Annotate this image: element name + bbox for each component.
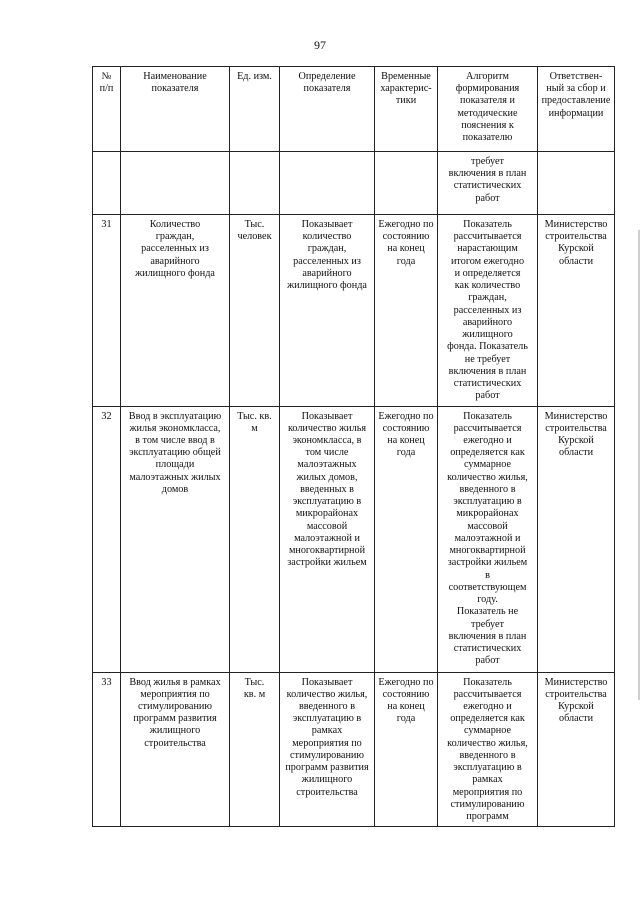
cell-timing	[375, 152, 438, 215]
cell-number: 32	[93, 406, 121, 672]
header-number: № п/п	[93, 67, 121, 152]
table-row	[93, 406, 615, 672]
cell-responsible: Министерство строительства Курской области	[538, 672, 615, 827]
indicators-table	[92, 66, 615, 827]
header-timing: Временные характерис- тики	[375, 67, 438, 152]
cell-responsible: Министерство строительства Курской области	[538, 406, 615, 672]
cell-timing: Ежегодно по состоянию на конец года	[375, 672, 438, 827]
table-header-row	[93, 67, 615, 152]
cell-number: 31	[93, 215, 121, 407]
header-name: Наименование показателя	[121, 67, 230, 152]
cell-responsible	[538, 152, 615, 215]
cell-name	[121, 152, 230, 215]
cell-name: Ввод в эксплуатацию жилья экономкласса, в том числе ввод в эксплуатацию общей площади малоэтажных жилых домов	[121, 406, 230, 672]
cell-responsible: Министерство строительства Курской области	[538, 215, 615, 407]
cell-unit	[230, 152, 280, 215]
header-unit: Ед. изм.	[230, 67, 280, 152]
cell-definition	[280, 152, 375, 215]
cell-name: Количество граждан, расселенных из аварийного жилищного фонда	[121, 215, 230, 407]
cell-algorithm: Показатель рассчитывается ежегодно и определяется как суммарное количество жилья, введенного в эксплуатацию в рамках мероприятия по стимулированию программ	[438, 672, 538, 827]
page-number: 97	[314, 38, 326, 52]
cell-algorithm: Показатель рассчитывается нарастающим итогом ежегодно и определяется как количество граждан, расселенных из аварийного жилищного фонда. Показатель не требует включения в план статистических работ	[438, 215, 538, 407]
header-responsible: Ответствен- ный за сбор и предоставление информации	[538, 67, 615, 152]
cell-number: 33	[93, 672, 121, 827]
header-definition: Определение показателя	[280, 67, 375, 152]
cell-unit: Тыс. человек	[230, 215, 280, 407]
cell-definition: Показывает количество жилья экономкласса, в том числе малоэтажных жилых домов, введенных в эксплуатацию в микрорайонах массовой малоэтажной и многоквартирной застройки жильем	[280, 406, 375, 672]
cell-timing: Ежегодно по состоянию на конец года	[375, 215, 438, 407]
cell-definition: Показывает количество жилья, введенного в эксплуатацию в рамках мероприятия по стимулированию программ развития жилищного строительства	[280, 672, 375, 827]
cell-number	[93, 152, 121, 215]
cell-algorithm: Показатель рассчитывается ежегодно и определяется как суммарное количество жилья, введенного в эксплуатацию в микрорайонах массовой малоэтажной и многоквартирной застройки жильем в соответствующем году. Показатель не требует включения в план статистических работ	[438, 406, 538, 672]
cell-definition: Показывает количество граждан, расселенных из аварийного жилищного фонда	[280, 215, 375, 407]
cell-name: Ввод жилья в рамках мероприятия по стимулированию программ развития жилищного строительства	[121, 672, 230, 827]
cell-timing: Ежегодно по состоянию на конец года	[375, 406, 438, 672]
cell-unit: Тыс. кв. м	[230, 672, 280, 827]
table-row	[93, 215, 615, 407]
cell-unit: Тыс. кв. м	[230, 406, 280, 672]
table-row	[93, 672, 615, 827]
header-algorithm: Алгоритм формирования показателя и методические пояснения к показателю	[438, 67, 538, 152]
table-row-continuation	[93, 152, 615, 215]
cell-algorithm: требует включения в план статистических работ	[438, 152, 538, 215]
